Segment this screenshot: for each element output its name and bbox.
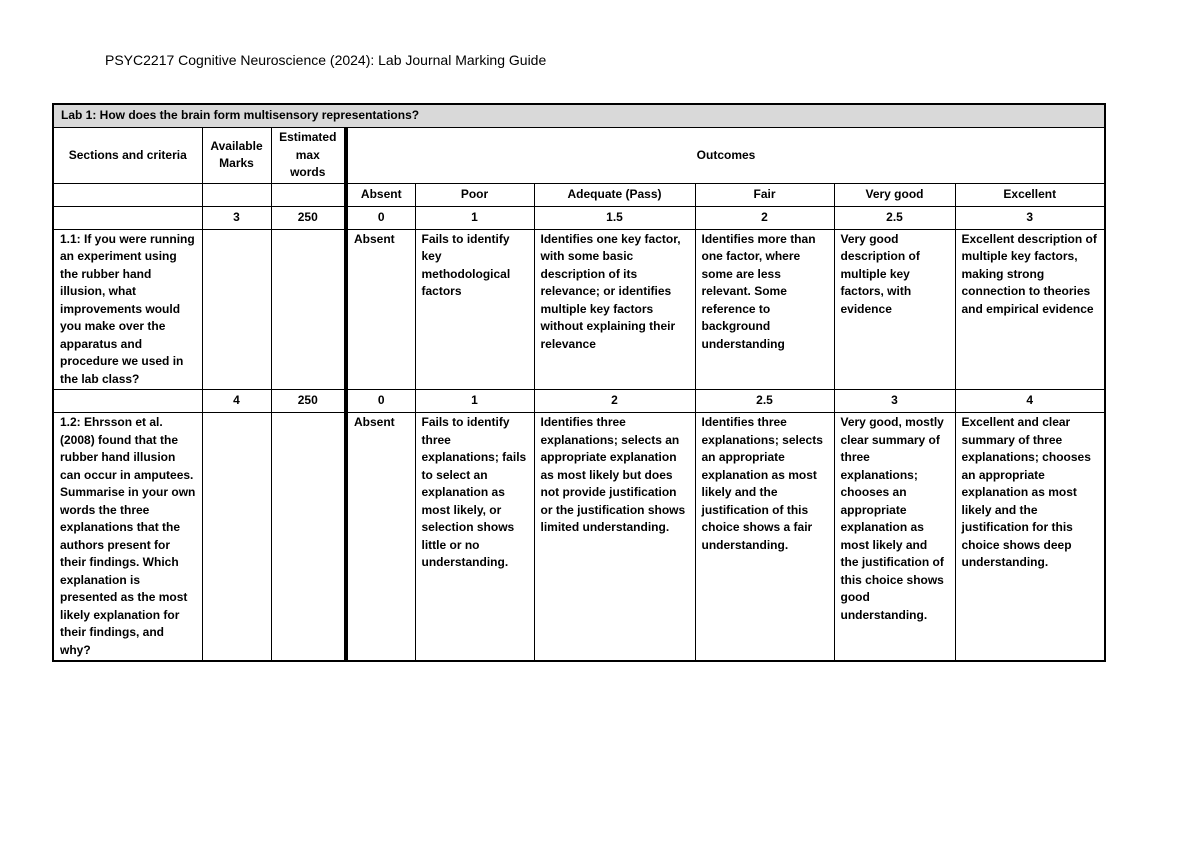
empty-cell [271,183,346,206]
mark-value: 3 [834,390,955,413]
mark-value: 1.5 [534,206,695,229]
max-words: 250 [271,390,346,413]
descriptor: Excellent description of multiple key factors, making strong connection to theories and empirical evidence [955,229,1105,390]
marking-rubric-table [52,103,1106,662]
descriptor: Absent [346,413,415,662]
criterion-1-marks-row [53,206,1105,229]
max-words: 250 [271,206,346,229]
descriptor: Identifies one key factor, with some basic description of its relevance; or identifies multiple key factors without explaining their relevance [534,229,695,390]
mark-value: 2 [695,206,834,229]
descriptor: Very good, mostly clear summary of three explanations; chooses an appropriate explanation as most likely and the justification of this choice shows good understanding. [834,413,955,662]
criterion-2-marks-row [53,390,1105,413]
descriptor: Excellent and clear summary of three explanations; chooses an appropriate explanation as most likely and the justification for this choice shows deep understanding. [955,413,1105,662]
mark-value: 2.5 [834,206,955,229]
mark-value: 0 [346,390,415,413]
available-marks: 3 [202,206,271,229]
header-row [53,128,1105,184]
header-outcomes: Outcomes [346,128,1105,184]
mark-value: 0 [346,206,415,229]
mark-value: 4 [955,390,1105,413]
descriptor: Absent [346,229,415,390]
level-adequate: Adequate (Pass) [534,183,695,206]
empty-cell [53,206,202,229]
criterion-question: 1.1: If you were running an experiment using the rubber hand illusion, what improvements would you make over the apparatus and procedure we used in the lab class? [53,229,202,390]
lab-title-row [53,104,1105,128]
level-excellent: Excellent [955,183,1105,206]
empty-cell [53,183,202,206]
header-estimated-words: Estimated max words [271,128,346,184]
available-marks: 4 [202,390,271,413]
mark-value: 2.5 [695,390,834,413]
descriptor: Identifies three explanations; selects an appropriate explanation as most likely and the justification of this choice shows a fair understanding. [695,413,834,662]
empty-cell [53,390,202,413]
level-absent: Absent [346,183,415,206]
mark-value: 3 [955,206,1105,229]
empty-cell [202,413,271,662]
level-row [53,183,1105,206]
criterion-2-row [53,413,1105,662]
empty-cell [271,413,346,662]
mark-value: 1 [415,206,534,229]
descriptor: Fails to identify key methodological factors [415,229,534,390]
mark-value: 1 [415,390,534,413]
descriptor: Fails to identify three explanations; fails to select an explanation as most likely, or selection shows little or no understanding. [415,413,534,662]
criterion-question: 1.2: Ehrsson et al. (2008) found that the rubber hand illusion can occur in amputees. Summarise in your own words the three explanations that the authors present for their findings. Which explanation is presented as the most likely explanation for their findings, and why? [53,413,202,662]
criterion-1-row [53,229,1105,390]
header-sections: Sections and criteria [53,128,202,184]
lab-title: Lab 1: How does the brain form multisensory representations? [53,104,1105,128]
document-title: PSYC2217 Cognitive Neuroscience (2024): Lab Journal Marking Guide [105,52,547,68]
level-poor: Poor [415,183,534,206]
descriptor: Very good description of multiple key factors, with evidence [834,229,955,390]
empty-cell [202,183,271,206]
descriptor: Identifies more than one factor, where some are less relevant. Some reference to background understanding [695,229,834,390]
descriptor: Identifies three explanations; selects an appropriate explanation as most likely but does not provide justification or the justification shows limited understanding. [534,413,695,662]
empty-cell [202,229,271,390]
mark-value: 2 [534,390,695,413]
empty-cell [271,229,346,390]
level-very-good: Very good [834,183,955,206]
header-available-marks: Available Marks [202,128,271,184]
level-fair: Fair [695,183,834,206]
